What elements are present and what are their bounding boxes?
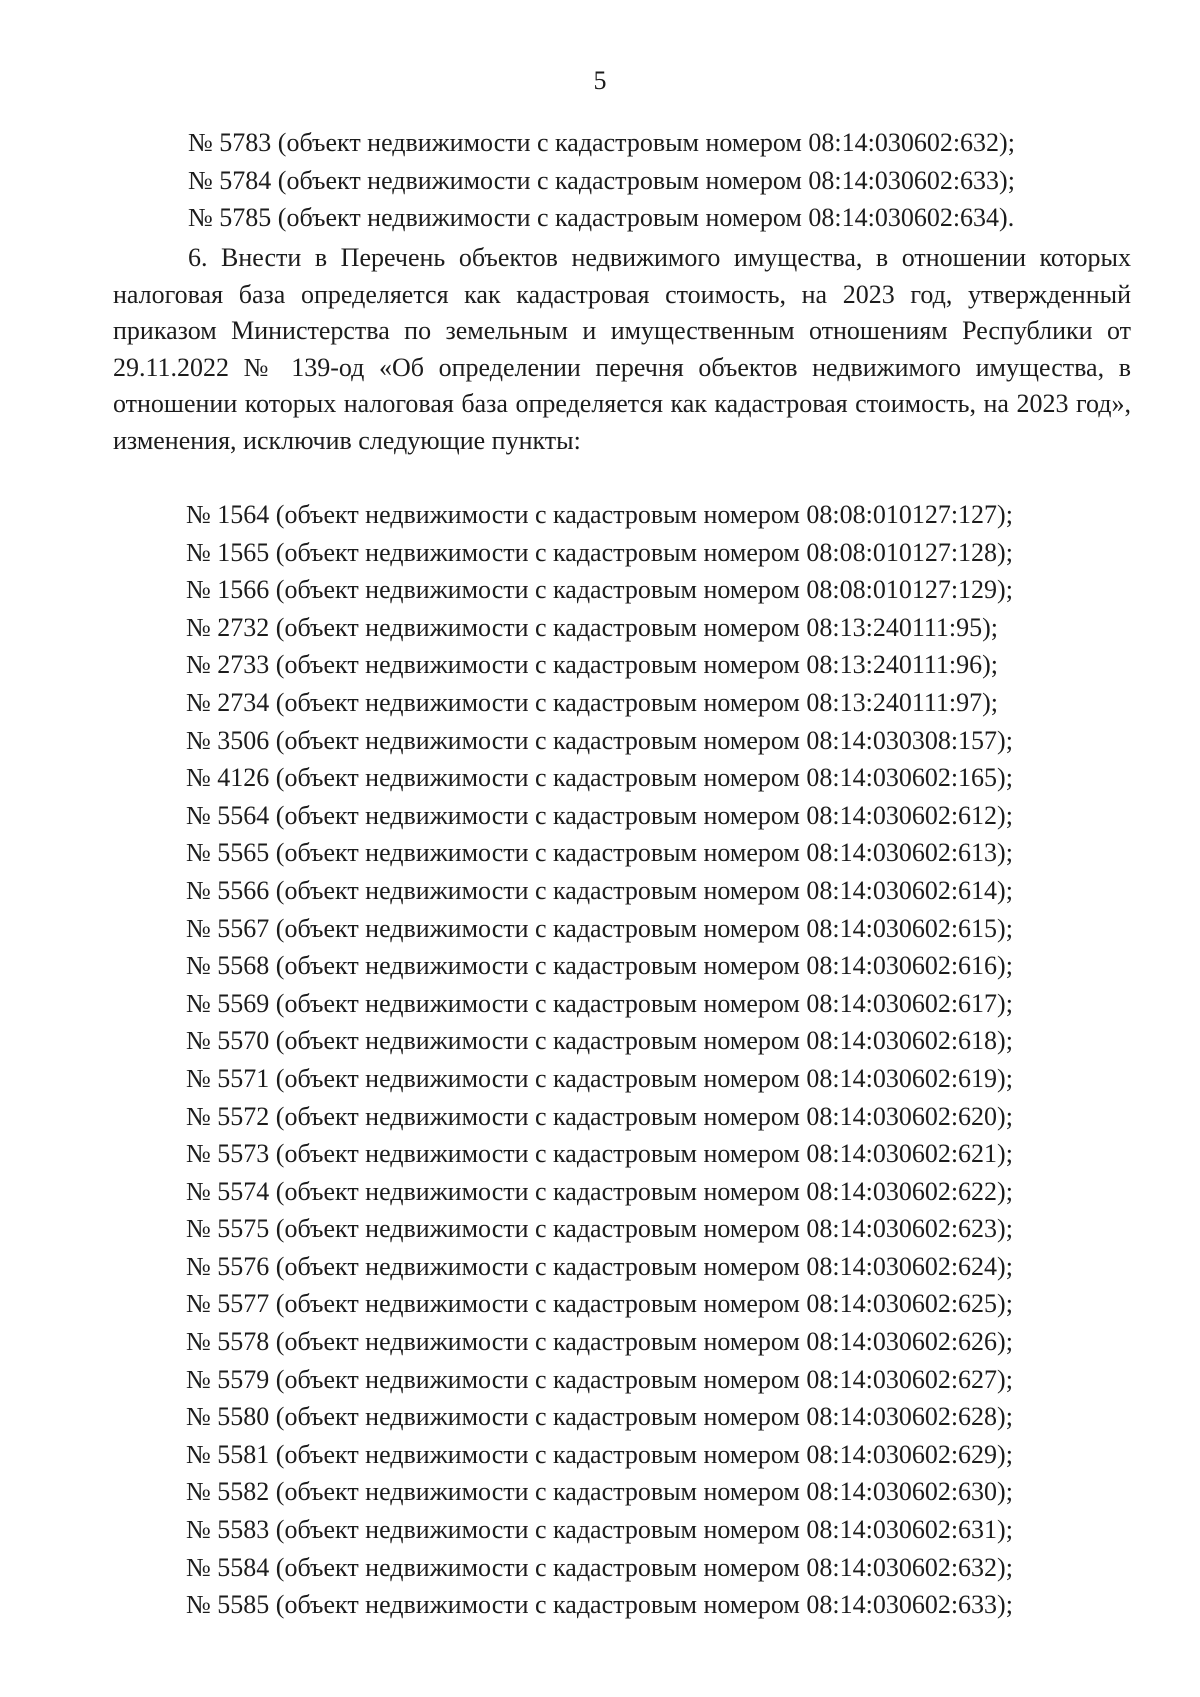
list-item: № 5564 (объект недвижимости с кадастровым номером 08:14:030602:612); [186,800,1013,830]
list-item: № 2732 (объект недвижимости с кадастровым номером 08:13:240111:95); [186,612,999,642]
list-item: № 5570 (объект недвижимости с кадастровым номером 08:14:030602:618); [186,1026,1013,1056]
list-item: № 5578 (объект недвижимости с кадастровым номером 08:14:030602:626); [186,1327,1013,1357]
list-item: № 3506 (объект недвижимости с кадастровым номером 08:14:030308:157); [186,725,1013,755]
list-item: № 5577 (объект недвижимости с кадастровым номером 08:14:030602:625); [186,1289,1013,1319]
list-item: № 5576 (объект недвижимости с кадастровым номером 08:14:030602:624); [186,1251,1013,1281]
list-item: № 2733 (объект недвижимости с кадастровым номером 08:13:240111:96); [186,650,999,680]
list-item: № 5568 (объект недвижимости с кадастровым номером 08:14:030602:616); [186,951,1013,981]
list-item: № 5580 (объект недвижимости с кадастровым номером 08:14:030602:628); [186,1402,1013,1432]
list-item: № 5582 (объект недвижимости с кадастровым номером 08:14:030602:630); [186,1477,1013,1507]
list-item: № 5579 (объект недвижимости с кадастровым номером 08:14:030602:627); [186,1364,1013,1394]
paragraph-6: 6. Внести в Перечень объектов недвижимого имущества, в отношении которых налоговая база определяется как кадастровая стоимость, на 2023 год, утвержденный приказом Министерства по земельным и имущественным отношениям Республики от 29.11.2022 № 139-од «Об определении перечня объектов недвижимого имущества, в отношении которых налоговая база определяется как кадастровая стоимость, на 2023 год», изменения, исключив следующие пункты: [113,243,1131,455]
list-item: № 1566 (объект недвижимости с кадастровым номером 08:08:010127:129); [186,575,1013,605]
excluded-items-list [186,496,1136,1624]
list-item: № 5784 (объект недвижимости с кадастровым номером 08:14:030602:633); [188,165,1015,195]
list-item: № 5565 (объект недвижимости с кадастровым номером 08:14:030602:613); [186,838,1013,868]
list-item: № 5571 (объект недвижимости с кадастровым номером 08:14:030602:619); [186,1063,1013,1093]
list-item: № 1565 (объект недвижимости с кадастровым номером 08:08:010127:128); [186,537,1013,567]
list-item: № 5585 (объект недвижимости с кадастровым номером 08:14:030602:633); [186,1590,1013,1620]
list-item: № 5572 (объект недвижимости с кадастровым номером 08:14:030602:620); [186,1101,1013,1131]
page-number: 5 [593,66,607,95]
list-item: № 5574 (объект недвижимости с кадастровым номером 08:14:030602:622); [186,1176,1013,1206]
list-item: № 5785 (объект недвижимости с кадастровым номером 08:14:030602:634). [188,203,1015,232]
list-item: № 5783 (объект недвижимости с кадастровым номером 08:14:030602:632); [188,128,1015,157]
list-item: № 2734 (объект недвижимости с кадастровым номером 08:13:240111:97); [186,687,999,717]
list-item: № 5566 (объект недвижимости с кадастровым номером 08:14:030602:614); [186,875,1013,905]
list-item: № 5573 (объект недвижимости с кадастровым номером 08:14:030602:621); [186,1139,1013,1169]
list-item: № 5575 (объект недвижимости с кадастровым номером 08:14:030602:623); [186,1214,1013,1244]
list-item: № 5581 (объект недвижимости с кадастровым номером 08:14:030602:629); [186,1439,1013,1469]
list-item: № 5569 (объект недвижимости с кадастровым номером 08:14:030602:617); [186,988,1013,1018]
list-item: № 4126 (объект недвижимости с кадастровым номером 08:14:030602:165); [186,763,1013,793]
list-item: № 5584 (объект недвижимости с кадастровым номером 08:14:030602:632); [186,1552,1013,1582]
list-item: № 5583 (объект недвижимости с кадастровым номером 08:14:030602:631); [186,1515,1013,1545]
list-item: № 5567 (объект недвижимости с кадастровым номером 08:14:030602:615); [186,913,1013,943]
list-item: № 1564 (объект недвижимости с кадастровым номером 08:08:010127:127); [186,500,1013,529]
intro-items-list [188,124,1138,237]
